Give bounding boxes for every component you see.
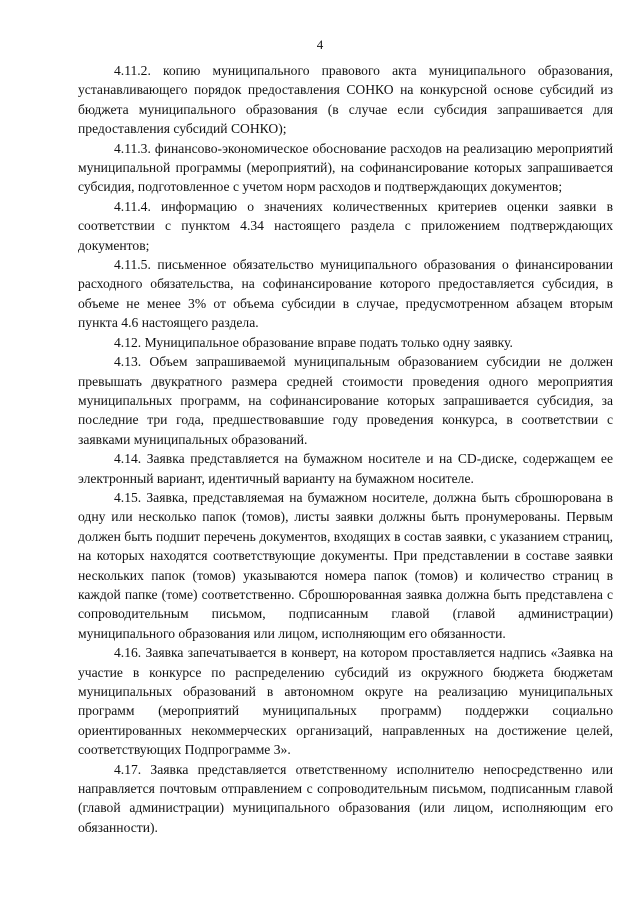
document-body (78, 61, 613, 837)
paragraph-4-11-5: 4.11.5. письменное обязательство муниципального образования о финансировании расходного обязательства, на софинансирование которого предоставляется субсидия, в объеме не менее 3% от объема субсидии в случае, предусмотренном абзацем вторым пункта 4.6 настоящего раздела. (78, 257, 613, 331)
paragraph-4-13: 4.13. Объем запрашиваемой муниципальным образованием субсидии не должен превышать двукратного размера средней стоимости проведения одного мероприятия муниципальных программ, на софинансирование которых запрашивается субсидия, за последние три года, предшествовавшие году проведения конкурса, в соответствии с заявками муниципальных образований. (78, 354, 613, 447)
paragraph-4-11-3: 4.11.3. финансово-экономическое обоснование расходов на реализацию мероприятий муниципальной программы (мероприятий), на софинансирование которых запрашивается субсидия, подготовленное с учетом норм расходов и подтверждающих документов; (78, 140, 613, 195)
paragraph-4-12: 4.12. Муниципальное образование вправе подать только одну заявку. (114, 334, 513, 350)
paragraph-4-17: 4.17. Заявка представляется ответственному исполнителю непосредственно или направляется почтовым отправлением с сопроводительным письмом, подписанным главой (главой администрации) муниципального образования (или лицом, исполняющим его обязанности). (78, 761, 613, 835)
paragraph-4-15: 4.15. Заявка, представляемая на бумажном носителе, должна быть сброшюрована в одну или несколько папок (томов), листы заявки должны быть пронумерованы. Первым должен быть подшит перечень документов, входящих в состав заявки, с указанием страниц, на которых находятся соответствующие документы. При представлении в составе заявки нескольких папок (томов) указываются номера папок (томов) и количество страниц в каждой папке (томе) соответственно. Сброшюрованная заявка должна быть представлена с сопроводительным письмом, подписанным главой (главой администрации) муниципального образования или лицом, исполняющим его обязанности. (78, 489, 613, 641)
paragraph-4-16: 4.16. Заявка запечатывается в конверт, на котором проставляется надпись «Заявка на участие в конкурсе по распределению субсидий из окружного бюджета бюджетам муниципальных образований в автономном округе на реализацию муниципальных программ (мероприятий муниципальных программ) поддержки социально ориентированных некоммерческих организаций, направленных на достижение целей, соответствующих Подпрограмме 3». (78, 645, 613, 758)
page-number: 4 (316, 37, 324, 52)
paragraph-4-11-2: 4.11.2. копию муниципального правового акта муниципального образования, устанавливающего порядок предоставления СОНКО на конкурсной основе субсидий из бюджета муниципального образования (в случае если субсидия запрашивается для предоставления субсидий СОНКО); (78, 63, 613, 137)
paragraph-4-11-4: 4.11.4. информацию о значениях количественных критериев оценки заявки в соответствии с пунктом 4.34 настоящего раздела с приложением подтверждающих документов; (78, 198, 613, 253)
paragraph-4-14: 4.14. Заявка представляется на бумажном носителе и на CD-диске, содержащем ее электронный вариант, идентичный варианту на бумажном носителе. (78, 451, 613, 486)
